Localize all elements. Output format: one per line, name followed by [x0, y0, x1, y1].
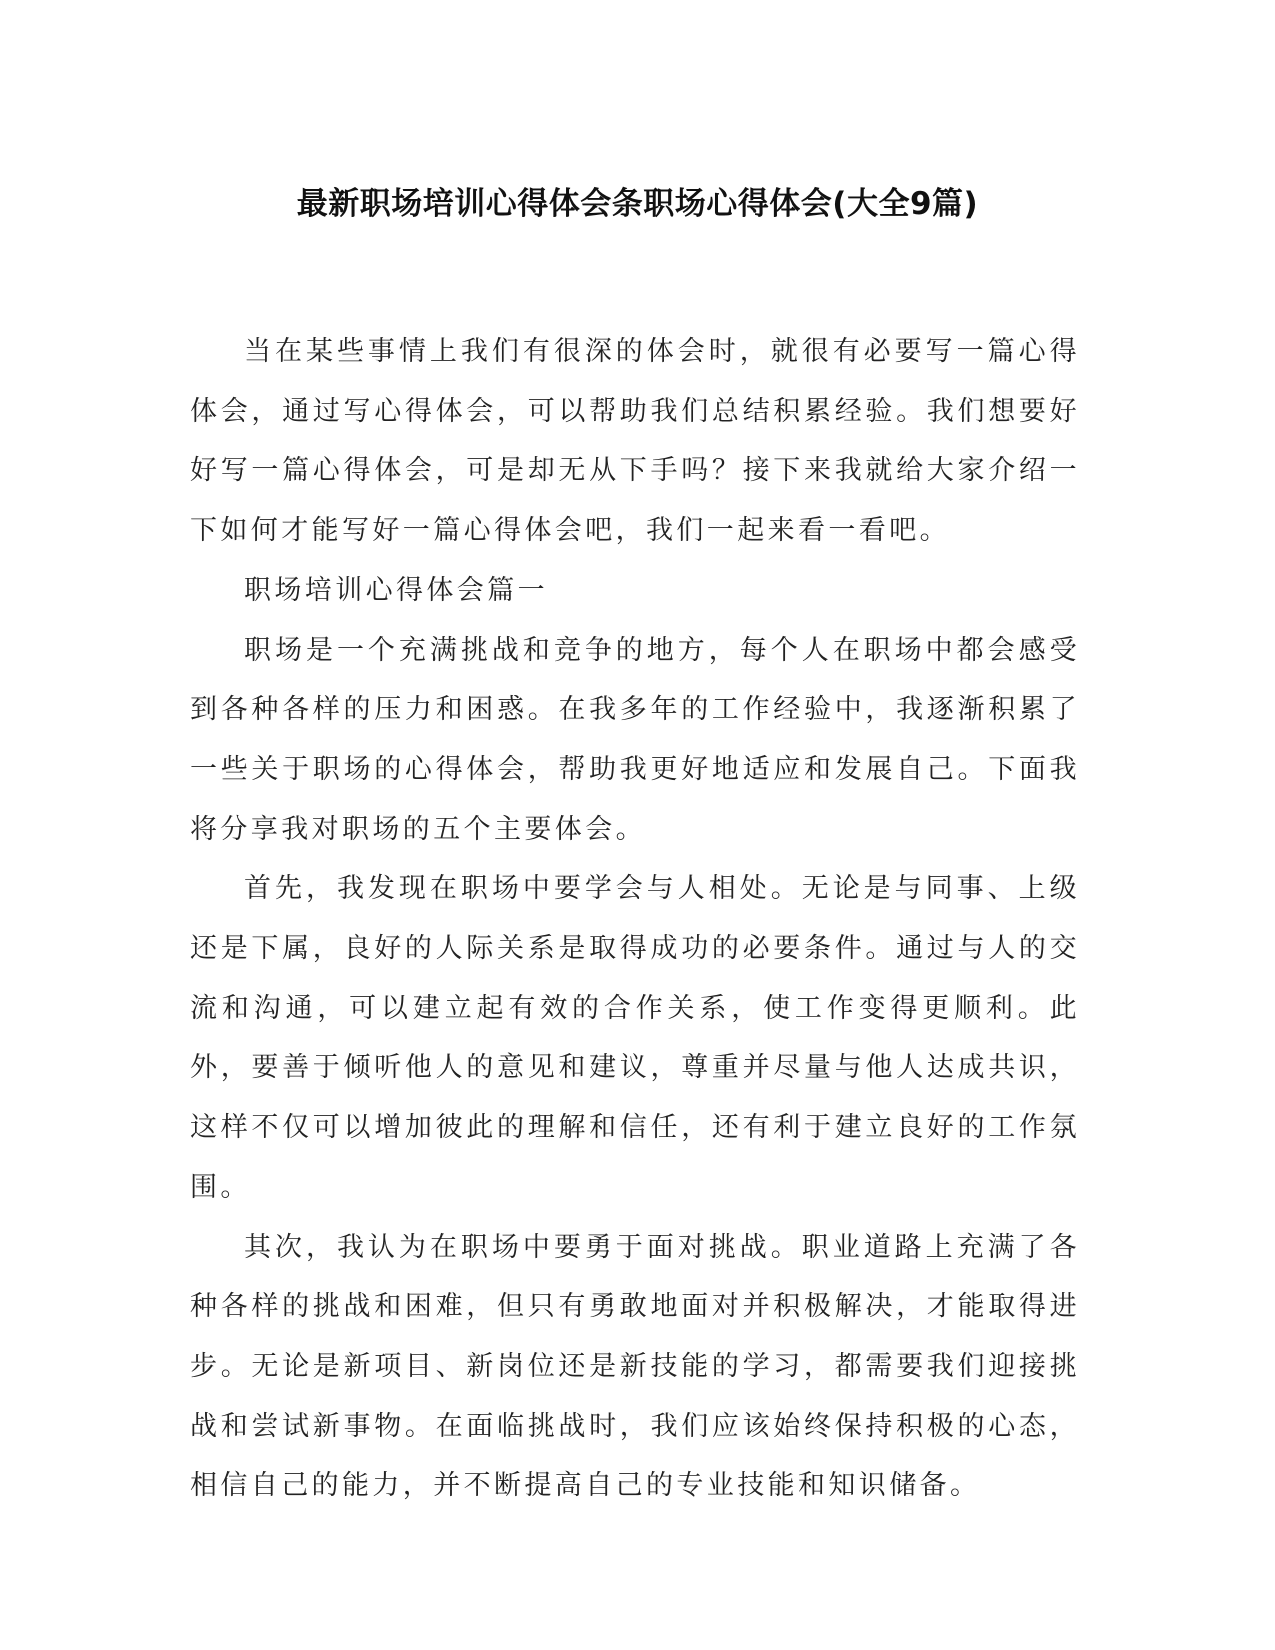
body-paragraph: 职场是一个充满挑战和竞争的地方，每个人在职场中都会感受到各种各样的压力和困惑。在我多年的工作经验中，我逐渐积累了一些关于职场的心得体会，帮助我更好地适应和发展自己。下面我将分享我对职场的五个主要体会。	[190, 634, 1080, 845]
document-body	[190, 322, 1080, 1516]
body-paragraph: 其次，我认为在职场中要勇于面对挑战。职业道路上充满了各种各样的挑战和困难，但只有勇敢地面对并积极解决，才能取得进步。无论是新项目、新岗位还是新技能的学习，都需要我们迎接挑战和尝试新事物。在面临挑战时，我们应该始终保持积极的心态，相信自己的能力，并不断提高自己的专业技能和知识储备。	[190, 1231, 1080, 1502]
document-title: 最新职场培训心得体会条职场心得体会(大全9篇)	[296, 186, 979, 222]
section-heading: 职场培训心得体会篇一	[244, 574, 548, 606]
body-paragraph: 首先，我发现在职场中要学会与人相处。无论是与同事、上级还是下属，良好的人际关系是取得成功的必要条件。通过与人的交流和沟通，可以建立起有效的合作关系，使工作变得更顺利。此外，要善于倾听他人的意见和建议，尊重并尽量与他人达成共识，这样不仅可以增加彼此的理解和信任，还有利于建立良好的工作氛围。	[190, 873, 1080, 1203]
intro-paragraph: 当在某些事情上我们有很深的体会时，就很有必要写一篇心得体会，通过写心得体会，可以帮助我们总结积累经验。我们想要好好写一篇心得体会，可是却无从下手吗？接下来我就给大家介绍一下如何才能写好一篇心得体会吧，我们一起来看一看吧。	[190, 336, 1080, 547]
